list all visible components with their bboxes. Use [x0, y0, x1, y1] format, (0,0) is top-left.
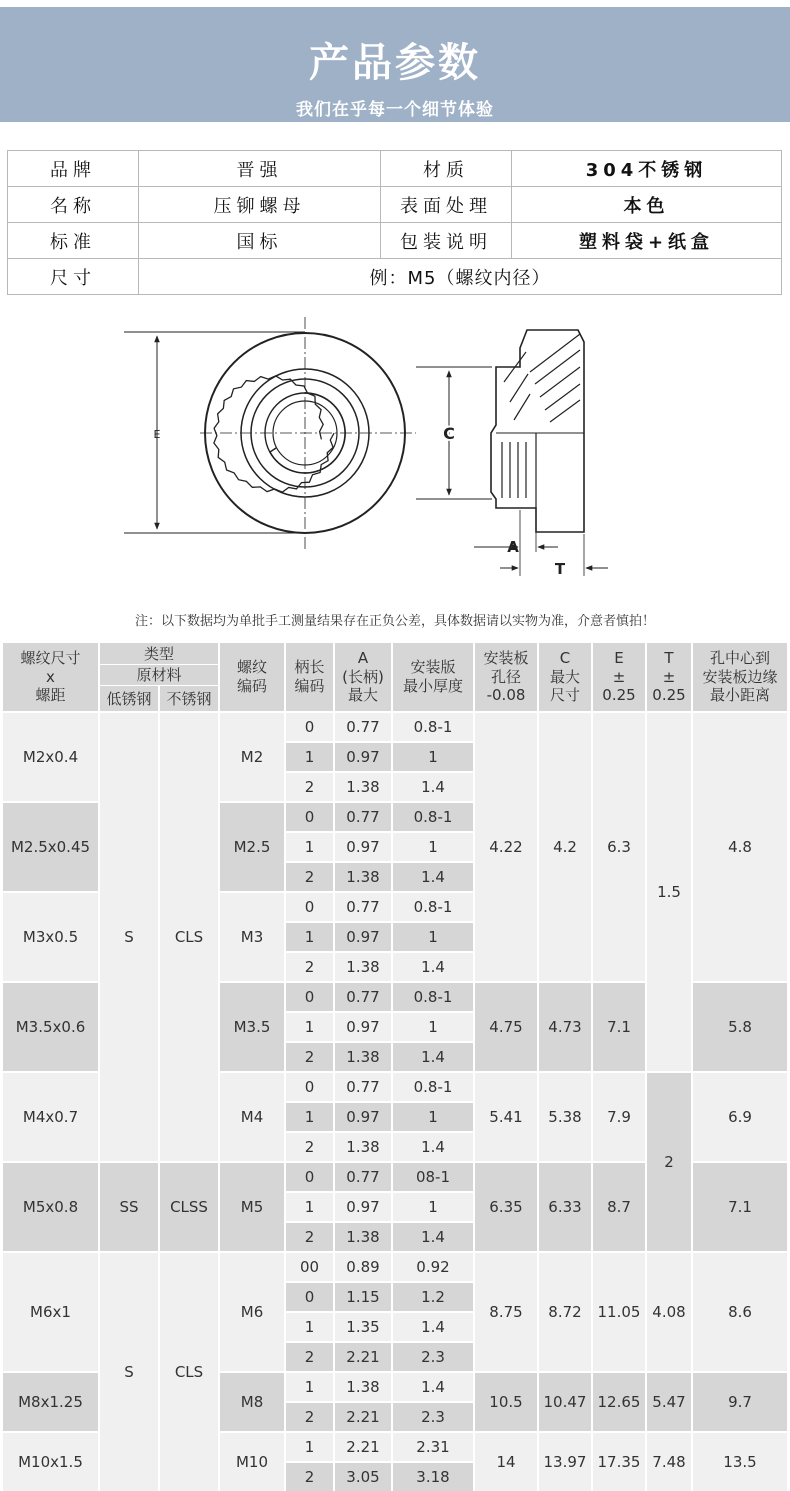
t-value-cell: 2: [647, 1073, 691, 1251]
edge-distance-cell: 9.7: [693, 1373, 787, 1431]
a-value-cell: 2.21: [335, 1343, 391, 1371]
label-e: E: [153, 428, 161, 441]
shank-code-cell: 2: [286, 1403, 333, 1431]
header-line: 最小厚度: [402, 677, 463, 695]
shank-code-cell: 0: [286, 1163, 333, 1191]
info-value: 塑料袋+纸盒: [512, 223, 782, 259]
thickness-cell: 3.18: [393, 1463, 473, 1491]
a-value-cell: 1.35: [335, 1313, 391, 1341]
info-key: 包装说明: [381, 223, 512, 259]
thread-size-cell: M2x0.4: [3, 713, 98, 801]
thread-size-cell: M8x1.25: [3, 1373, 98, 1431]
c-max-cell: 10.47: [539, 1373, 591, 1431]
thickness-cell: 1.4: [393, 1223, 473, 1251]
disclaimer-note: 注：以下数据均为单批手工测量结果存在正负公差，具体数据请以实物为准，介意者慎拍！: [134, 614, 655, 629]
header-line: 编码: [294, 677, 325, 695]
thread-code-cell: M3.5: [220, 983, 284, 1071]
shank-code-cell: 2: [286, 1223, 333, 1251]
edge-distance-cell: 7.1: [693, 1163, 787, 1251]
info-key: 材质: [381, 151, 512, 187]
thickness-cell: 08-1: [393, 1163, 473, 1191]
info-row: [8, 259, 782, 295]
a-value-cell: 0.97: [335, 1103, 391, 1131]
header-low-carbon: 低锈钢: [100, 686, 158, 711]
header-line: ±: [612, 667, 626, 686]
header-line: 最大: [347, 686, 378, 705]
header-a: [335, 643, 391, 711]
thread-size-cell: M4x0.7: [3, 1073, 98, 1161]
c-max-cell: 5.38: [539, 1073, 591, 1161]
thread-code-cell: M6: [220, 1253, 284, 1371]
info-size-value: 例：M5（螺纹内径）: [139, 259, 782, 295]
info-value: 国标: [139, 223, 381, 259]
a-value-cell: 2.21: [335, 1403, 391, 1431]
header-thread-size: [3, 643, 98, 711]
thickness-cell: 1: [393, 923, 473, 951]
header-line: 0.25: [602, 686, 636, 705]
e-value-cell: 7.1: [593, 983, 645, 1071]
header-line: (长柄): [342, 667, 384, 686]
header-line: 安装板边缘: [702, 667, 778, 686]
edge-distance-cell: 13.5: [693, 1433, 787, 1491]
a-value-cell: 1.38: [335, 863, 391, 891]
info-key: 品牌: [8, 151, 139, 187]
thickness-cell: 0.8-1: [393, 983, 473, 1011]
a-value-cell: 1.38: [335, 773, 391, 801]
a-value-cell: 0.97: [335, 923, 391, 951]
c-max-cell: 8.72: [539, 1253, 591, 1371]
header-line: C: [559, 648, 571, 667]
hole-diameter-cell: 10.5: [475, 1373, 537, 1431]
nut-serration: [214, 376, 334, 492]
thickness-cell: 2.3: [393, 1403, 473, 1431]
thickness-cell: 2.3: [393, 1343, 473, 1371]
info-row: [8, 151, 782, 187]
header-stainless: 不锈钢: [160, 686, 218, 711]
c-max-cell: 6.33: [539, 1163, 591, 1251]
thickness-cell: 1.4: [393, 1313, 473, 1341]
hole-diameter-cell: 14: [475, 1433, 537, 1491]
a-value-cell: 1.38: [335, 953, 391, 981]
nut-side-profile: [491, 330, 584, 532]
label-c: C: [443, 424, 455, 443]
header-line: 安装版: [410, 658, 456, 677]
label-t: T: [554, 560, 566, 578]
header-line: A: [357, 648, 369, 667]
info-value: 本色: [512, 187, 782, 223]
header-line: 安装板: [483, 648, 529, 667]
header-c: [539, 643, 591, 711]
a-value-cell: 0.77: [335, 1163, 391, 1191]
header-edge-distance: [693, 643, 787, 711]
thickness-cell: 0.8-1: [393, 893, 473, 921]
thread-code-cell: M8: [220, 1373, 284, 1431]
nut-technical-drawing: [100, 312, 620, 582]
header-line: 螺纹: [236, 658, 267, 677]
header-line: ±: [662, 667, 676, 686]
header-material: 原材料: [100, 665, 218, 685]
low-carbon-cell: S: [100, 713, 158, 1161]
a-value-cell: 1.38: [335, 1133, 391, 1161]
low-carbon-cell: S: [100, 1253, 158, 1491]
edge-distance-cell: 5.8: [693, 983, 787, 1071]
thread-code-cell: M2: [220, 713, 284, 801]
shank-code-cell: 1: [286, 1013, 333, 1041]
t-value-cell: 4.08: [647, 1253, 691, 1371]
t-value-cell: 5.47: [647, 1373, 691, 1431]
thickness-cell: 1: [393, 743, 473, 771]
info-value: 压铆螺母: [139, 187, 381, 223]
header-line: x: [46, 667, 55, 686]
thickness-cell: 0.8-1: [393, 1073, 473, 1101]
a-value-cell: 0.77: [335, 983, 391, 1011]
e-value-cell: 8.7: [593, 1163, 645, 1251]
c-max-cell: 13.97: [539, 1433, 591, 1491]
a-value-cell: 0.77: [335, 803, 391, 831]
thread-size-cell: M6x1: [3, 1253, 98, 1371]
shank-code-cell: 0: [286, 1073, 333, 1101]
a-value-cell: 0.89: [335, 1253, 391, 1281]
header-e: [593, 643, 645, 711]
shank-code-cell: 1: [286, 1313, 333, 1341]
e-value-cell: 7.9: [593, 1073, 645, 1161]
thread-code-cell: M3: [220, 893, 284, 981]
header-line: 孔中心到: [709, 648, 770, 667]
shank-code-cell: 2: [286, 1463, 333, 1491]
header-line: 柄长: [294, 658, 325, 677]
t-value-cell: 1.5: [647, 713, 691, 1071]
edge-distance-cell: 6.9: [693, 1073, 787, 1161]
a-value-cell: 3.05: [335, 1463, 391, 1491]
header-line: 螺纹尺寸: [20, 648, 81, 667]
thickness-cell: 1.4: [393, 953, 473, 981]
info-key: 标准: [8, 223, 139, 259]
header-banner: [0, 7, 790, 122]
stainless-cell: CLS: [160, 1253, 218, 1491]
thickness-cell: 0.8-1: [393, 803, 473, 831]
thickness-cell: 0.8-1: [393, 713, 473, 741]
a-value-cell: 0.97: [335, 1193, 391, 1221]
thickness-cell: 1.2: [393, 1283, 473, 1311]
header-line: T: [664, 648, 674, 667]
shank-code-cell: 1: [286, 923, 333, 951]
shank-code-cell: 0: [286, 983, 333, 1011]
thread-size-cell: M5x0.8: [3, 1163, 98, 1251]
header-line: 尺寸: [549, 686, 580, 705]
a-value-cell: 1.38: [335, 1373, 391, 1401]
header-type: 类型: [100, 643, 218, 664]
product-info-table: [7, 150, 782, 295]
a-value-cell: 1.15: [335, 1283, 391, 1311]
t-value-cell: 7.48: [647, 1433, 691, 1491]
shank-code-cell: 1: [286, 1373, 333, 1401]
header-hole: [475, 643, 537, 711]
shank-code-cell: 0: [286, 803, 333, 831]
info-key: 尺寸: [8, 259, 139, 295]
low-carbon-cell: SS: [100, 1163, 158, 1251]
info-row: [8, 223, 782, 259]
header-shank-code: [286, 643, 333, 711]
shank-code-cell: 2: [286, 773, 333, 801]
a-value-cell: 0.77: [335, 713, 391, 741]
thickness-cell: 1.4: [393, 773, 473, 801]
hole-diameter-cell: 8.75: [475, 1253, 537, 1371]
stainless-cell: CLSS: [160, 1163, 218, 1251]
thread-size-cell: M10x1.5: [3, 1433, 98, 1491]
info-row: [8, 187, 782, 223]
shank-code-cell: 0: [286, 713, 333, 741]
thickness-cell: 1.4: [393, 1043, 473, 1071]
hole-diameter-cell: 4.75: [475, 983, 537, 1071]
shank-code-cell: 0: [286, 1283, 333, 1311]
info-value: 晋强: [139, 151, 381, 187]
e-value-cell: 17.35: [593, 1433, 645, 1491]
header-thread-code: [220, 643, 284, 711]
a-value-cell: 0.77: [335, 893, 391, 921]
shank-code-cell: 1: [286, 743, 333, 771]
shank-code-cell: 0: [286, 893, 333, 921]
thread-size-cell: M3x0.5: [3, 893, 98, 981]
info-value: 304不锈钢: [512, 151, 782, 187]
header-line: 最小距离: [709, 686, 770, 705]
a-value-cell: 0.97: [335, 743, 391, 771]
a-value-cell: 0.97: [335, 1013, 391, 1041]
hole-diameter-cell: 4.22: [475, 713, 537, 981]
header-line: -0.08: [486, 686, 526, 705]
thickness-cell: 1.4: [393, 1373, 473, 1401]
a-value-cell: 0.97: [335, 833, 391, 861]
shank-code-cell: 2: [286, 1133, 333, 1161]
header-min-thickness: [393, 643, 473, 711]
thickness-cell: 1: [393, 833, 473, 861]
a-value-cell: 0.77: [335, 1073, 391, 1101]
shank-code-cell: 1: [286, 833, 333, 861]
thickness-cell: 2.31: [393, 1433, 473, 1461]
thread-code-cell: M4: [220, 1073, 284, 1161]
header-line: 0.25: [652, 686, 686, 705]
header-line: E: [614, 648, 624, 667]
e-value-cell: 11.05: [593, 1253, 645, 1371]
thickness-cell: 0.92: [393, 1253, 473, 1281]
a-value-cell: 1.38: [335, 1223, 391, 1251]
thread-code-cell: M5: [220, 1163, 284, 1251]
e-value-cell: 6.3: [593, 713, 645, 981]
banner-subtitle: 我们在乎每一个细节体验: [296, 100, 494, 120]
shank-code-cell: 00: [286, 1253, 333, 1281]
thread-code-cell: M2.5: [220, 803, 284, 891]
thread-size-cell: M2.5x0.45: [3, 803, 98, 891]
thickness-cell: 1: [393, 1013, 473, 1041]
shank-code-cell: 1: [286, 1193, 333, 1221]
a-value-cell: 2.21: [335, 1433, 391, 1461]
label-a: A: [507, 538, 519, 556]
edge-distance-cell: 8.6: [693, 1253, 787, 1371]
shank-code-cell: 2: [286, 1043, 333, 1071]
shank-code-cell: 2: [286, 953, 333, 981]
banner-title: 产品参数: [309, 40, 481, 86]
stainless-cell: CLS: [160, 713, 218, 1161]
edge-distance-cell: 4.8: [693, 713, 787, 981]
thickness-cell: 1.4: [393, 863, 473, 891]
c-max-cell: 4.2: [539, 713, 591, 981]
thickness-cell: 1: [393, 1193, 473, 1221]
hole-diameter-cell: 6.35: [475, 1163, 537, 1251]
thickness-cell: 1.4: [393, 1133, 473, 1161]
header-t: [647, 643, 691, 711]
info-key: 名称: [8, 187, 139, 223]
header-line: 最大: [549, 667, 580, 686]
header-line: 编码: [236, 677, 267, 695]
shank-code-cell: 2: [286, 863, 333, 891]
header-line: 螺距: [35, 686, 66, 705]
thickness-cell: 1: [393, 1103, 473, 1131]
shank-code-cell: 2: [286, 1343, 333, 1371]
hole-diameter-cell: 5.41: [475, 1073, 537, 1161]
c-max-cell: 4.73: [539, 983, 591, 1071]
a-value-cell: 1.38: [335, 1043, 391, 1071]
header-line: 孔径: [490, 667, 521, 686]
thread-size-cell: M3.5x0.6: [3, 983, 98, 1071]
shank-code-cell: 1: [286, 1103, 333, 1131]
spec-table: [3, 643, 787, 1489]
thread-code-cell: M10: [220, 1433, 284, 1491]
shank-code-cell: 1: [286, 1433, 333, 1461]
info-key: 表面处理: [381, 187, 512, 223]
e-value-cell: 12.65: [593, 1373, 645, 1431]
